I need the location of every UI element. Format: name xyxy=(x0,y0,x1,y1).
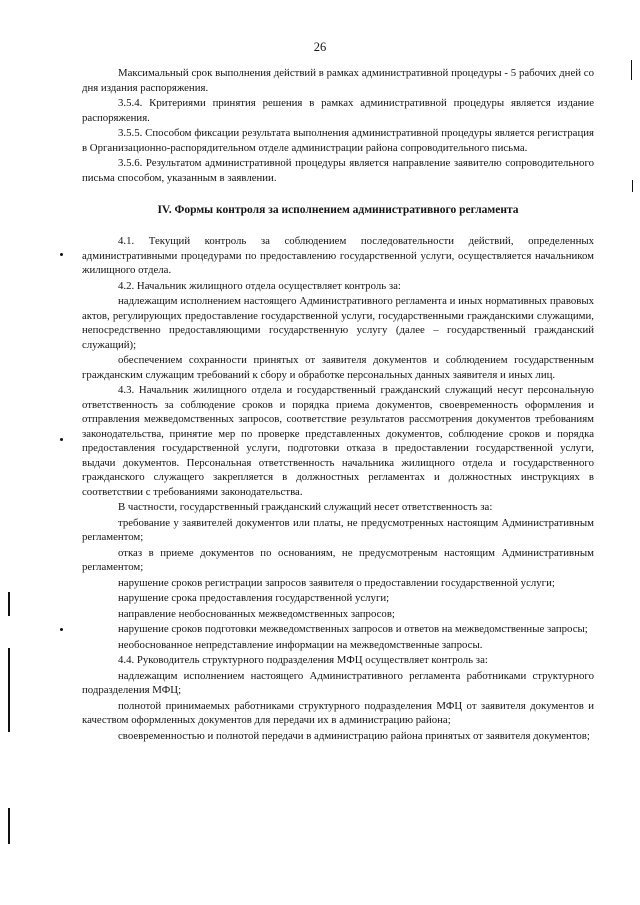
paragraph: направление необоснованных межведомственных запросов; xyxy=(118,607,395,620)
page-number: 26 xyxy=(313,40,327,54)
paragraph: 4.3. Начальник жилищного отдела и государственный гражданский служащий несут персональную ответственность за соблюдение сроков и порядка приема документов, своевременность оформления и отправления межведомственных запросов, соответствие результатов рассмотрения документов требованиям законодательства, принятие мер по проверке представленных документов, соблюдение сроков и порядка предоставления государственной услуги, подготовки отказа в предоставлении государственной услуги, выдачи документов. Персональная ответственность начальника жилищного отдела и государственного гражданского служащего закрепляется в должностных регламентах и должностных инструкциях в соответствии с требованиями законодательства. xyxy=(82,384,594,498)
scan-binding-mark xyxy=(8,648,10,732)
paragraph: своевременностью и полнотой передачи в администрацию района принятых от заявителя документов; xyxy=(118,729,590,742)
paragraph: Максимальный срок выполнения действий в рамках административной процедуры - 5 рабочих дней со дня издания распоряжения. xyxy=(82,67,594,94)
paragraph: 3.5.6. Результатом административной процедуры является направление заявителю сопроводительного письма способом, указанным в заявлении. xyxy=(82,157,594,184)
paragraph: нарушение сроков регистрации запросов заявителя о предоставлении государственной услуги; xyxy=(118,576,555,589)
scan-binding-mark xyxy=(632,180,633,192)
scan-binding-mark xyxy=(8,808,10,844)
paragraph: необоснованное непредставление информации на межведомственные запросы. xyxy=(118,638,483,651)
paragraph: надлежащим исполнением настоящего Административного регламента работниками структурного подразделения МФЦ; xyxy=(82,669,594,696)
paragraph: нарушение сроков подготовки межведомственных запросов и ответов на межведомственные запросы; xyxy=(118,623,588,635)
scan-binding-mark xyxy=(8,592,10,616)
paragraph: требование у заявителей документов или платы, не предусмотренных настоящим Административным регламентом; xyxy=(82,516,594,543)
paragraph: полнотой принимаемых работниками структурного подразделения МФЦ от заявителя документов и качеством оформленных документов для передачи их в администрацию района; xyxy=(82,699,594,726)
paragraph: 4.2. Начальник жилищного отдела осуществляет контроль за: xyxy=(118,279,401,292)
paragraph: 3.5.5. Способом фиксации результата выполнения административной процедуры является регистрация в Организационно-распорядительном отделе администрации района сопроводительного письма. xyxy=(82,127,594,154)
paragraph: надлежащим исполнением настоящего Административного регламента и иных нормативных правовых актов, регулирующих предоставление государственной услуги, государственными гражданскими служащими, непосредственно предоставляющими государственную услугу (далее – государственный гражданский служащий); xyxy=(82,295,594,351)
paragraph: В частности, государственный гражданский служащий несет ответственность за: xyxy=(118,501,493,513)
paragraph: отказ в приеме документов по основаниям, не предусмотреным настоящим Административным регламентом; xyxy=(82,546,594,573)
scan-binding-mark xyxy=(631,60,632,80)
scan-dot-mark xyxy=(60,438,63,441)
section-heading: IV. Формы контроля за исполнением административного регламента xyxy=(157,204,519,216)
scan-dot-mark xyxy=(60,628,63,631)
paragraph: 4.1. Текущий контроль за соблюдением последовательности действий, определенных административными процедурами по предоставлению государственной услуги, осуществляется начальником жилищного отдела. xyxy=(82,235,594,276)
paragraph: обеспечением сохранности принятых от заявителя документов и соблюдением государственным гражданским служащим требований к сбору и обработке персональных данных заявителя и иных лиц. xyxy=(82,354,594,381)
paragraph: 4.4. Руководитель структурного подразделения МФЦ осуществляет контроль за: xyxy=(118,654,488,666)
paragraph: 3.5.4. Критериями принятия решения в рамках административной процедуры является издание распоряжения. xyxy=(82,97,594,124)
paragraph: нарушение срока предоставления государственной услуги; xyxy=(118,592,390,604)
document-body xyxy=(82,66,594,744)
scan-dot-mark xyxy=(60,253,63,256)
